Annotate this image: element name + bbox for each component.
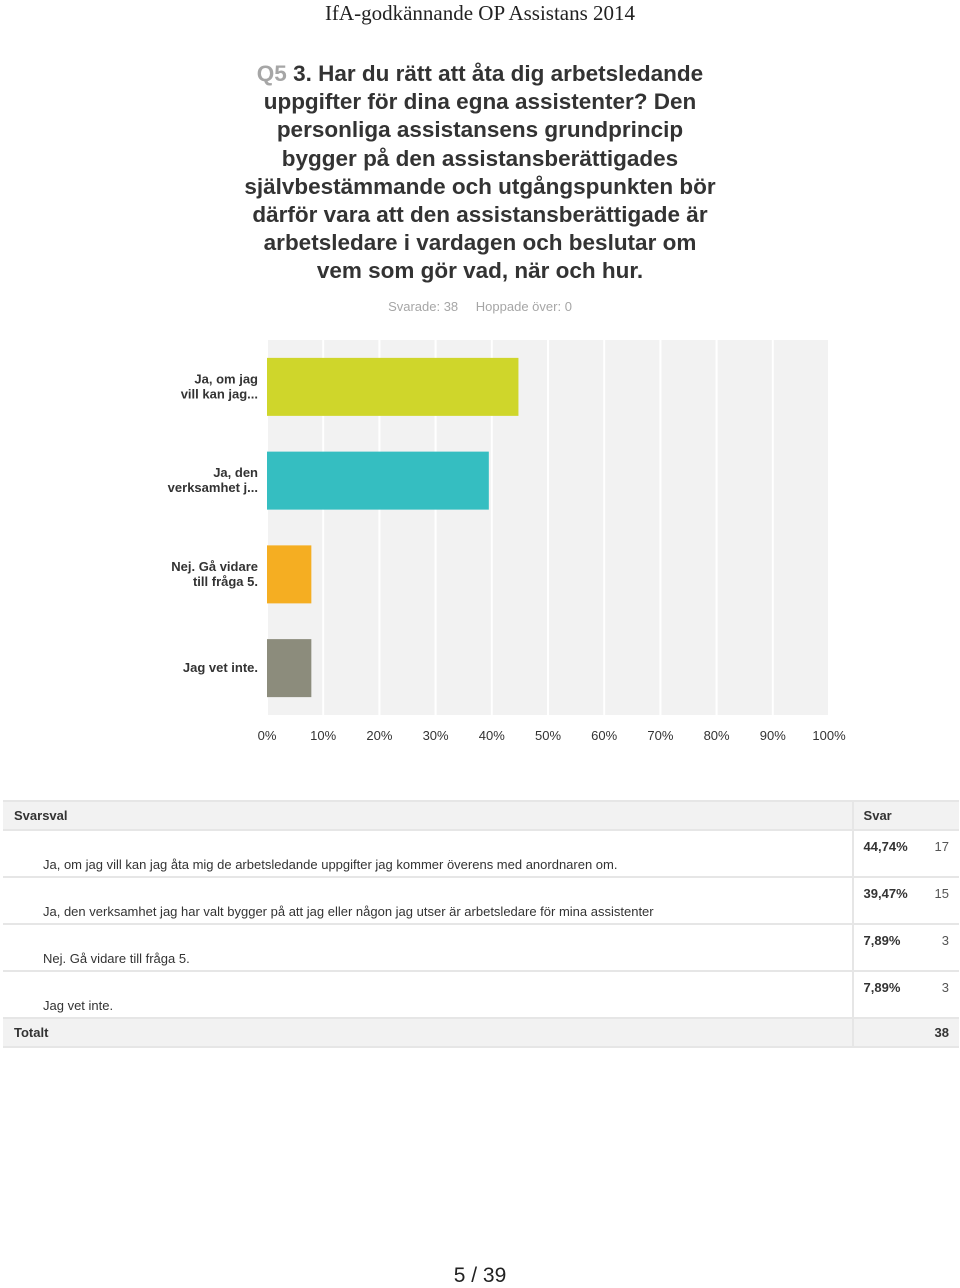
category-label: Ja, den verksamhet j...: [167, 465, 258, 496]
row-choice: Nej. Gå vidare till fråga 5.: [3, 924, 853, 971]
question-text-line: självbestämmande och utgångspunkten bör: [244, 173, 716, 199]
table-row: [3, 924, 959, 971]
question-text-line: uppgifter för dina egna assistenter? Den: [263, 89, 697, 115]
answered-count: Svarade: 38: [388, 299, 459, 314]
bar: [267, 358, 518, 416]
x-tick-label: 80%: [703, 728, 730, 743]
x-tick-label: 20%: [366, 728, 393, 743]
question-text-line: arbetsledare i vardagen och beslutar om: [263, 230, 697, 256]
total-label: Totalt: [3, 1018, 853, 1047]
x-tick-label: 90%: [759, 728, 786, 743]
question-text-line: personliga assistansens grundprincip: [276, 117, 684, 143]
page-indicator: 5 / 39: [453, 1264, 507, 1287]
x-tick-label: 40%: [478, 728, 505, 743]
row-percent: 7,89%: [853, 971, 935, 1018]
header-answer: Svar: [853, 801, 959, 830]
question-title: [200, 60, 760, 286]
row-count: 3: [935, 924, 959, 971]
question-number: Q5: [256, 61, 287, 86]
x-tick-label: 30%: [422, 728, 449, 743]
category-label: Ja, om jag vill kan jag...: [180, 371, 258, 402]
table-row: [3, 877, 959, 924]
x-tick-label: 50%: [534, 728, 562, 743]
x-tick-label: 0%: [257, 728, 277, 743]
row-count: 15: [935, 877, 959, 924]
bar-chart: [160, 336, 846, 756]
row-choice: Ja, om jag vill kan jag åta mig de arbetsledande uppgifter jag kommer överens med anordnaren om.: [3, 830, 853, 877]
x-tick-label: 10%: [310, 728, 337, 743]
skipped-count: Hoppade över: 0: [475, 299, 572, 314]
question-text-line: därför vara att den assistansberättigade är: [252, 202, 708, 228]
category-label: Nej. Gå vidare till fråga 5.: [171, 558, 258, 589]
table-header-row: [3, 801, 959, 830]
table-row: [3, 971, 959, 1018]
row-percent: 7,89%: [853, 924, 935, 971]
document-header: IfA-godkännande OP Assistans 2014: [324, 1, 636, 25]
question-text-line: vem som gör vad, när och hur.: [316, 258, 644, 284]
row-choice: Ja, den verksamhet jag har valt bygger på att jag eller någon jag utser är arbetsledare för mina assistenter: [3, 877, 853, 924]
bar: [267, 545, 311, 603]
x-tick-label: 70%: [647, 728, 674, 743]
row-percent: 39,47%: [853, 877, 935, 924]
response-table: [3, 800, 959, 1048]
row-count: 17: [935, 830, 959, 877]
total-count: 38: [935, 1018, 959, 1047]
x-tick-label: 100%: [812, 728, 846, 743]
row-count: 3: [935, 971, 959, 1018]
bar: [267, 452, 489, 510]
question-text-line: 3. Har du rätt att åta dig arbetsledande: [293, 61, 704, 86]
x-tick-label: 60%: [591, 728, 618, 743]
table-total-row: [3, 1018, 959, 1047]
question-text-line: bygger på den assistansberättigades: [281, 145, 679, 171]
bar: [267, 639, 311, 697]
table-row: [3, 830, 959, 877]
response-stats: [0, 299, 960, 314]
row-percent: 44,74%: [853, 830, 935, 877]
header-choice: Svarsval: [3, 801, 853, 830]
category-label: Jag vet inte.: [182, 660, 258, 676]
row-choice: Jag vet inte.: [3, 971, 853, 1018]
